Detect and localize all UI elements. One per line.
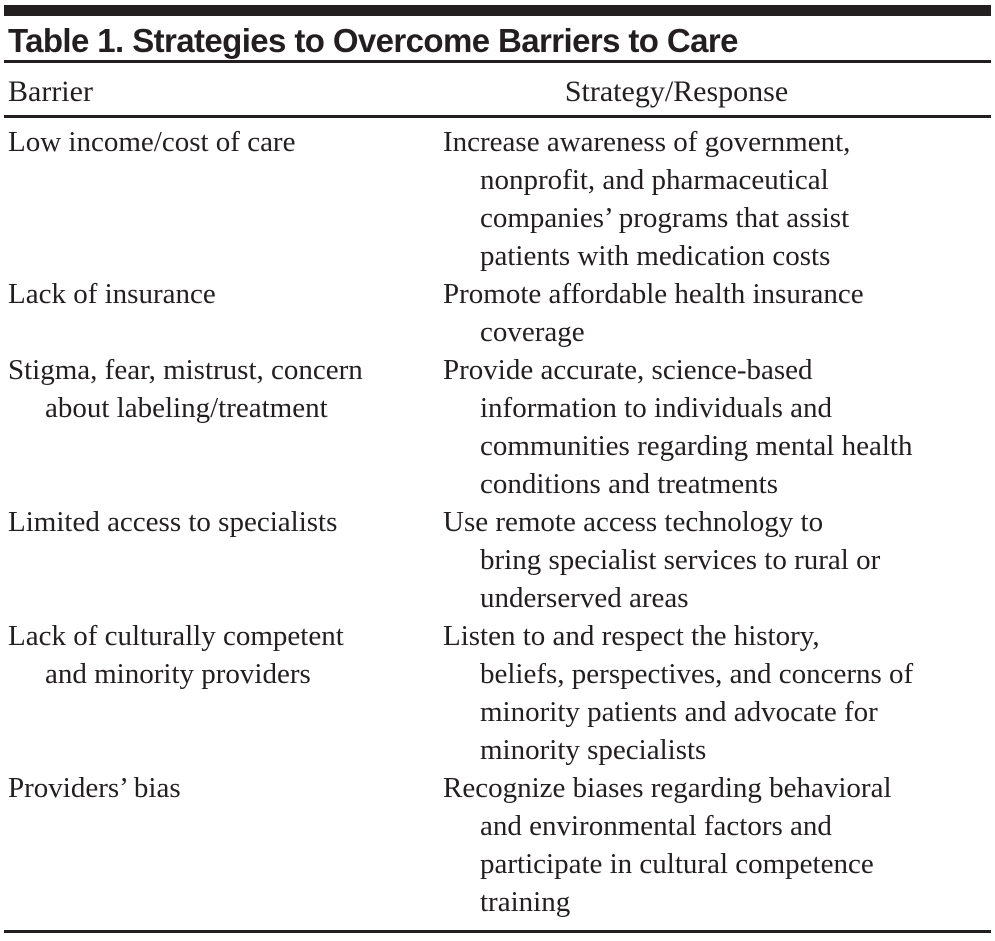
text-line: Lack of insurance (8, 278, 216, 310)
text-line: about labeling/treatment (45, 392, 328, 424)
text-line: Listen to and respect the history, (443, 620, 820, 652)
table-row (0, 275, 995, 351)
barrier-cell (8, 617, 443, 693)
strategy-cell (443, 351, 990, 503)
text-line: Recognize biases regarding behavioral (443, 772, 892, 804)
strategy-cell (443, 275, 990, 351)
strategy-cell (443, 769, 990, 921)
text-line: Use remote access technology to (443, 506, 824, 538)
table-header-row (0, 63, 995, 115)
text-line: information to individuals and (480, 392, 832, 424)
text-line: Increase awareness of government, (443, 126, 851, 158)
strategy-cell (443, 617, 990, 769)
text-line: patients with medication costs (480, 240, 831, 272)
text-line: bring specialist services to rural or (480, 544, 881, 576)
text-line: and minority providers (45, 658, 311, 690)
column-header-barrier: Barrier (8, 75, 93, 108)
table-row (0, 351, 995, 503)
column-header-strategy: Strategy/Response (564, 75, 789, 108)
barrier-cell (8, 351, 443, 427)
text-line: communities regarding mental health (480, 430, 913, 462)
text-line: Provide accurate, science-based (443, 354, 813, 386)
barrier-cell (8, 769, 443, 807)
barrier-cell (8, 503, 443, 541)
text-line: beliefs, perspectives, and concerns of (480, 658, 914, 690)
text-line: coverage (480, 316, 585, 348)
text-line: Lack of culturally competent (8, 620, 344, 652)
table-row (0, 503, 995, 617)
table-row (0, 617, 995, 769)
bottom-rule (4, 930, 991, 933)
table-row (0, 769, 995, 921)
text-line: and environmental factors and (480, 810, 832, 842)
text-line: underserved areas (480, 582, 689, 614)
text-line: conditions and treatments (480, 468, 778, 500)
text-line: Providers’ bias (8, 772, 181, 804)
table-row (0, 123, 995, 275)
strategy-cell (443, 503, 990, 617)
text-line: Promote affordable health insurance (443, 278, 864, 310)
table-top-bar (4, 5, 991, 16)
table-body (0, 118, 995, 930)
text-line: minority patients and advocate for (480, 696, 878, 728)
text-line: minority specialists (480, 734, 707, 766)
barrier-cell (8, 123, 443, 161)
strategy-cell (443, 123, 990, 275)
text-line: participate in cultural competence (480, 848, 874, 880)
barrier-cell (8, 275, 443, 313)
text-line: training (480, 886, 571, 918)
text-line: Limited access to specialists (8, 506, 338, 538)
text-line: Stigma, fear, mistrust, concern (8, 354, 363, 386)
text-line: nonprofit, and pharmaceutical (480, 164, 829, 196)
text-line: companies’ programs that assist (480, 202, 850, 234)
table-title: Table 1. Strategies to Overcome Barriers to Care (8, 22, 738, 59)
text-line: Low income/cost of care (8, 126, 296, 158)
